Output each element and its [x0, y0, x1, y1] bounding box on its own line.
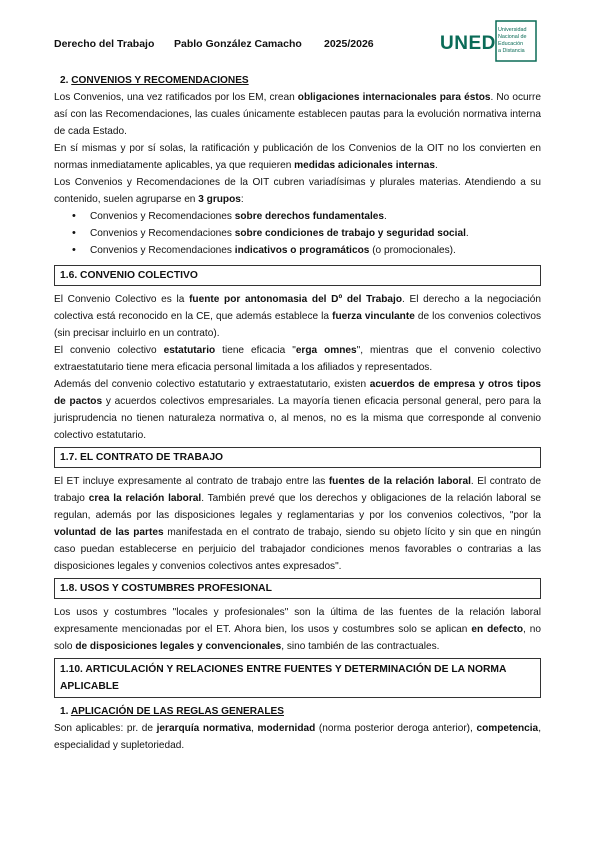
logo-line-3: Educación [498, 41, 524, 47]
sec16-paragraph-1: El Convenio Colectivo es la fuente por antonomasia del Dº del Trabajo. El derecho a la negociación colectiva está reconocido en la CE, que además establece la fuerza vinculante de los convenios colectivos (sin precisar incluirlo en un contrato). [54, 294, 542, 339]
section-1-7-heading: 1.7. EL CONTRATO DE TRABAJO [54, 447, 541, 468]
list-item: • Convenios y Recomendaciones indicativos o programáticos (o promocionales). [54, 242, 541, 259]
logo-line-4: a Distancia [498, 48, 525, 54]
section-2-heading: 2. CONVENIOS Y RECOMENDACIONES [60, 75, 249, 86]
section-1-6-heading: 1.6. CONVENIO COLECTIVO [54, 265, 541, 286]
uned-logo [440, 20, 550, 62]
sec17-paragraph-1: El ET incluye expresamente al contrato de trabajo entre las fuentes de la relación laboral. El contrato de trabajo crea la relación laboral. También prevé que los derechos y obligaciones de la relación laboral se regulan, además por las disposiciones legales y reglamentarias y por los convenios colectivos, "por la voluntad de las partes manifestada en el contrato de trabajo, siendo su objeto lícito y sin que en ningún caso puedan establecerse en perjuicio del trabajador condiciones menos favorables o contrarias a las disposiciones legales y convenios colectivos antes expresados". [54, 476, 542, 572]
section-1-10-subheading: 1. APLICACIÓN DE LAS REGLAS GENERALES [60, 706, 284, 717]
sec2-paragraph-3: Los Convenios y Recomendaciones de la OIT cubren variadísimas y plurales materias. Atendiendo a su contenido, suelen agruparse en 3 grupos: [54, 177, 541, 205]
sec2-paragraph-1: Los Convenios, una vez ratificados por los EM, crean obligaciones internacionales para éstos. No ocurre así con las Recomendaciones, las cuales únicamente establecen pautas para la evolución normativa interna de cada Estado. [54, 92, 541, 137]
sec2-groups-list [54, 208, 541, 259]
logo-line-1: Universidad [498, 27, 527, 33]
sec2-paragraph-2: En sí mismas y por sí solas, la ratificación y publicación de los Convenios de la OIT no los convierten en normas inmediatamente aplicables, ya que requieren medidas adicionales internas. [54, 143, 541, 171]
logo-wordmark: UNED [440, 33, 496, 54]
header-author: Pablo González Camacho [174, 38, 302, 50]
sec16-paragraph-3: Además del convenio colectivo estatutario y extraestatutario, existen acuerdos de empresa y otros tipos de pactos y acuerdos colectivos empresariales. La mayoría tienen eficacia personal general, pero para la jurisprudencia no tienen naturaleza normativa o, al menos, no es la misma que corresponde al convenio colectivo estatutario. [54, 379, 541, 441]
sec16-paragraph-2: El convenio colectivo estatutario tiene eficacia "erga omnes", mientras que el convenio colectivo extraestatutario tiene mera eficacia personal limitada a los afiliados y representados. [54, 345, 541, 373]
list-item: • Convenios y Recomendaciones sobre derechos fundamentales. [54, 208, 541, 225]
sec18-paragraph-1: Los usos y costumbres "locales y profesionales" son la última de las fuentes de la relación laboral expresamente mencionadas por el ET. Ahora bien, los usos y costumbres solo se aplican en defecto, no solo de disposiciones legales y convencionales, sino también de las contractuales. [54, 607, 541, 652]
section-1-8-heading: 1.8. USOS Y COSTUMBRES PROFESIONAL [54, 578, 541, 599]
list-item: • Convenios y Recomendaciones sobre condiciones de trabajo y seguridad social. [54, 225, 541, 242]
header-subject: Derecho del Trabajo [54, 38, 155, 50]
header-year: 2025/2026 [324, 38, 374, 50]
logo-line-2: Nacional de [498, 34, 527, 40]
section-1-10-heading: 1.10. ARTICULACIÓN Y RELACIONES ENTRE FUENTES Y DETERMINACIÓN DE LA NORMA APLICABLE [54, 658, 541, 698]
sec110-paragraph-1: Son aplicables: pr. de jerarquía normativa, modernidad (norma posterior deroga anterior), competencia, especialidad y supletoriedad. [54, 723, 541, 751]
document-body [54, 72, 541, 754]
